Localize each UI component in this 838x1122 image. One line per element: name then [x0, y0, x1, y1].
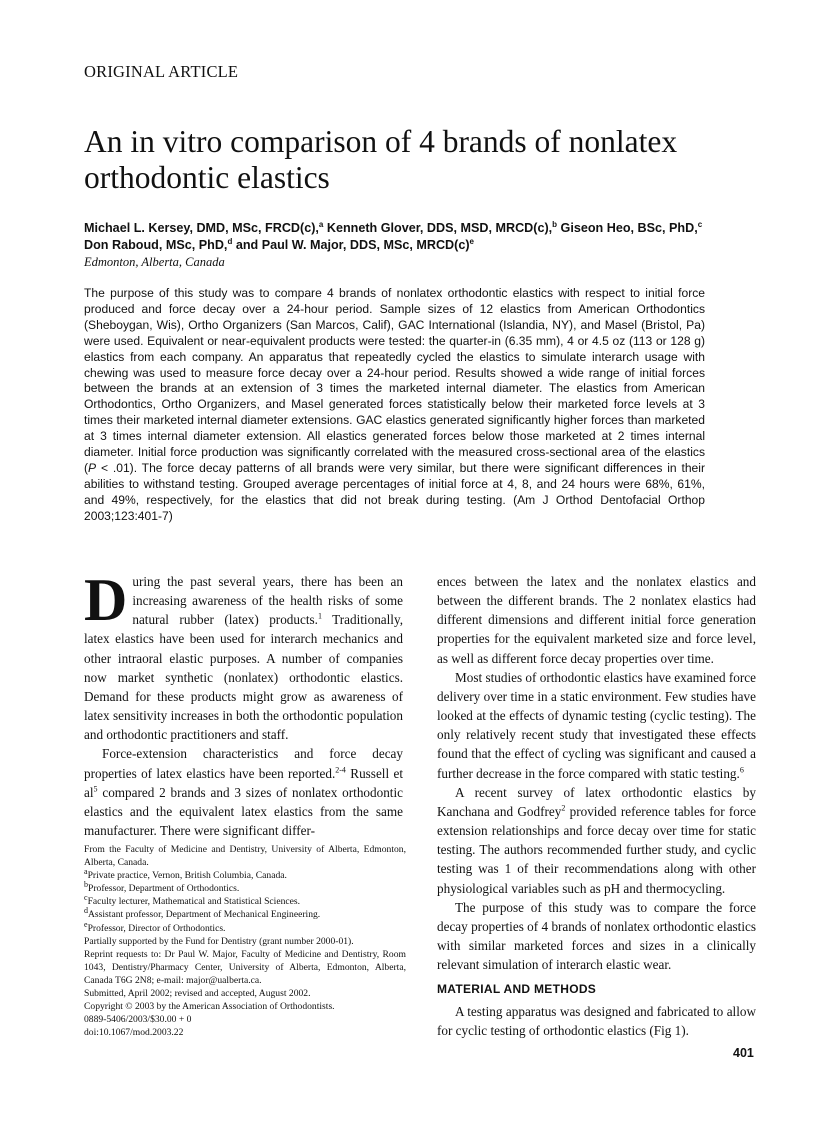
text: Traditionally, latex elastics have been used for interarch mechanics and other intraoral elastic purposes. A number of companies now market synthetic (nonlatex) orthodontic elastics. Demand for these products might grow as awareness of latex sensitivity increases in both the orthodontic population and orthodontic practitioners and staff. [84, 612, 403, 743]
paragraph [84, 744, 403, 840]
affil-mark: d [227, 236, 233, 246]
drop-cap: D [84, 567, 128, 633]
footnotes [84, 843, 406, 1039]
author-list [84, 220, 764, 254]
right-column [437, 572, 756, 1041]
citation: 1 [317, 611, 322, 621]
paragraph [437, 783, 756, 898]
affil-mark: b [552, 219, 558, 229]
text: uring the past several years, there has been an increasing awareness of the health risks of some natural rubber (latex) products. [132, 574, 403, 628]
footnote: Copyright © 2003 by the American Association of Orthodontists. [84, 1001, 335, 1013]
footnote: doi:10.1067/mod.2003.22 [84, 1027, 184, 1039]
paragraph [437, 668, 756, 783]
citation: 6 [739, 765, 744, 775]
footnote: Reprint requests to: Dr Paul W. Major, Faculty of Medicine and Dentistry, Room 1043, Dentistry/Pharmacy Center, University of Alberta, Edmonton, Alberta, Canada T6G 2N8; e-mail: major@ualberta.ca. [84, 948, 406, 986]
text: Most studies of orthodontic elastics have examined force delivery over time in a static environment. Few studies have looked at the effects of dynamic testing (cyclic testing). The only relatively recent study that investigated these effects found that the effect of cycling was significant and caused a further decrease in the force compared with static testing. [437, 669, 756, 781]
footnote: $^d$Assistant professor, Department of Mechanical Engineering. [84, 906, 321, 921]
affil-mark: c [697, 219, 703, 229]
text: provided reference tables for force extension relationships and force decay over time for static testing. The authors recommended further study, and cyclic testing was 1 of their recommendations along with other physiological variables such as pH and thermocycling. [437, 803, 757, 896]
text: compared 2 brands and 3 sizes of nonlatex orthodontic elastics and the equivalent latex elastics from the same manufacturer. There were significant differ- [84, 784, 403, 839]
footnote: From the Faculty of Medicine and Dentistry, University of Alberta, Edmonton, Alberta, Canada. [84, 844, 406, 869]
footnote: 0889-5406/2003/$30.00 + 0 [84, 1014, 192, 1026]
page-number: 401 [733, 1046, 754, 1060]
footnote: $^a$Private practice, Vernon, British Columbia, Canada. [84, 867, 287, 882]
author: Michael L. Kersey, DMD, MSc, FRCD(c), [84, 221, 319, 235]
paragraph [84, 567, 403, 744]
author: and Paul W. Major, DDS, MSc, MRCD(c) [232, 238, 470, 252]
section-heading: MATERIAL AND METHODS [437, 982, 597, 997]
paragraph: ences between the latex and the nonlatex elastics and between the different brands. The 2 nonlatex elastics had different dimensions and different initial force generation properties for the equivalent marketed size and force level, as well as different force decay properties over time. [437, 574, 756, 666]
author: Don Raboud, MSc, PhD, [84, 238, 228, 252]
footnote: $^e$Professor, Director of Orthodontics. [84, 919, 226, 934]
citation: 5 [93, 784, 98, 794]
affil-mark: e [469, 236, 474, 246]
abstract [84, 286, 705, 525]
author-location: Edmonton, Alberta, Canada [84, 255, 225, 269]
citation: 2-4 [335, 765, 346, 775]
paragraph: A testing apparatus was designed and fabricated to allow for cyclic testing of orthodontic elastics (Fig 1). [437, 1004, 756, 1039]
footnote: Submitted, April 2002; revised and accepted, August 2002. [84, 988, 311, 1000]
text: Russell et al [84, 765, 403, 800]
citation: 2 [561, 803, 566, 813]
footnote: Partially supported by the Fund for Dentistry (grant number 2000-01). [84, 935, 354, 947]
left-column [84, 567, 403, 840]
author: Kenneth Glover, DDS, MSD, MRCD(c), [323, 221, 553, 235]
affil-mark: a [318, 219, 324, 229]
article-title: An in vitro comparison of 4 brands of nonlatex orthodontic elastics [84, 124, 678, 195]
author: Giseon Heo, BSc, PhD, [557, 221, 698, 235]
footnote: $^c$Faculty lecturer, Mathematical and Statistical Sciences. [84, 893, 301, 908]
text: Force-extension characteristics and force decay properties of latex elastics have been reported. [84, 746, 403, 781]
paragraph: The purpose of this study was to compare the force decay properties of 4 brands of nonlatex orthodontic elastics with similar marketed forces and sizes in a clinically relevant simulation of interarch elastic wear. [437, 899, 756, 973]
text: A recent survey of latex orthodontic elastics by Kanchana and Godfrey [437, 784, 756, 819]
abstract-text: < .01). The force decay patterns of all brands were very similar, but there were significant differences in their abilities to withstand testing. Grouped average percentages of initial force at 4, 8, and 24 hours were 68%, 61%, and 49%, respectively, for the elastics that did not break during testing. (Am J Orthod Dentofacial Orthop 2003;123:401-7) [84, 460, 705, 523]
section-label: ORIGINAL ARTICLE [84, 62, 239, 81]
abstract-text: The purpose of this study was to compare 4 brands of nonlatex orthodontic elastics with respect to initial force produced and force decay over a 24-hour period. Sample sizes of 12 elastics from American Orthodontics (Sheboygan, Wis), Ortho Organizers (San Marcos, Calif), GAC International (Islandia, NY), and Masel (Bristol, Pa) were used. Equivalent or near-equivalent products were tested: the quarter-in (6.35 mm), 4 or 4.5 oz (113 or 128 g) elastics from each company. An apparatus that repeatedly cycled the elastics to simulate interarch usage with chewing was used to measure force decay over a 24-hour period. Results showed a wide range of initial forces between the brands at an extension of 3 times the marketed internal diameter. The elastics from American Orthodontics, Ortho Organizers, and Masel generated forces statistically below their marketed force levels at 3 times their marketed internal diameter extensions. GAC elastics generated significantly higher forces than marketed at 3 times internal diameter extension. All elastics generated forces below those marketed at 2 times internal diameter. Initial force production was significantly correlated with the measured cross-sectional area of the elastics ( [84, 286, 705, 475]
abstract-text: P [88, 460, 97, 475]
footnote: $^b$Professor, Department of Orthodontics. [84, 880, 240, 895]
